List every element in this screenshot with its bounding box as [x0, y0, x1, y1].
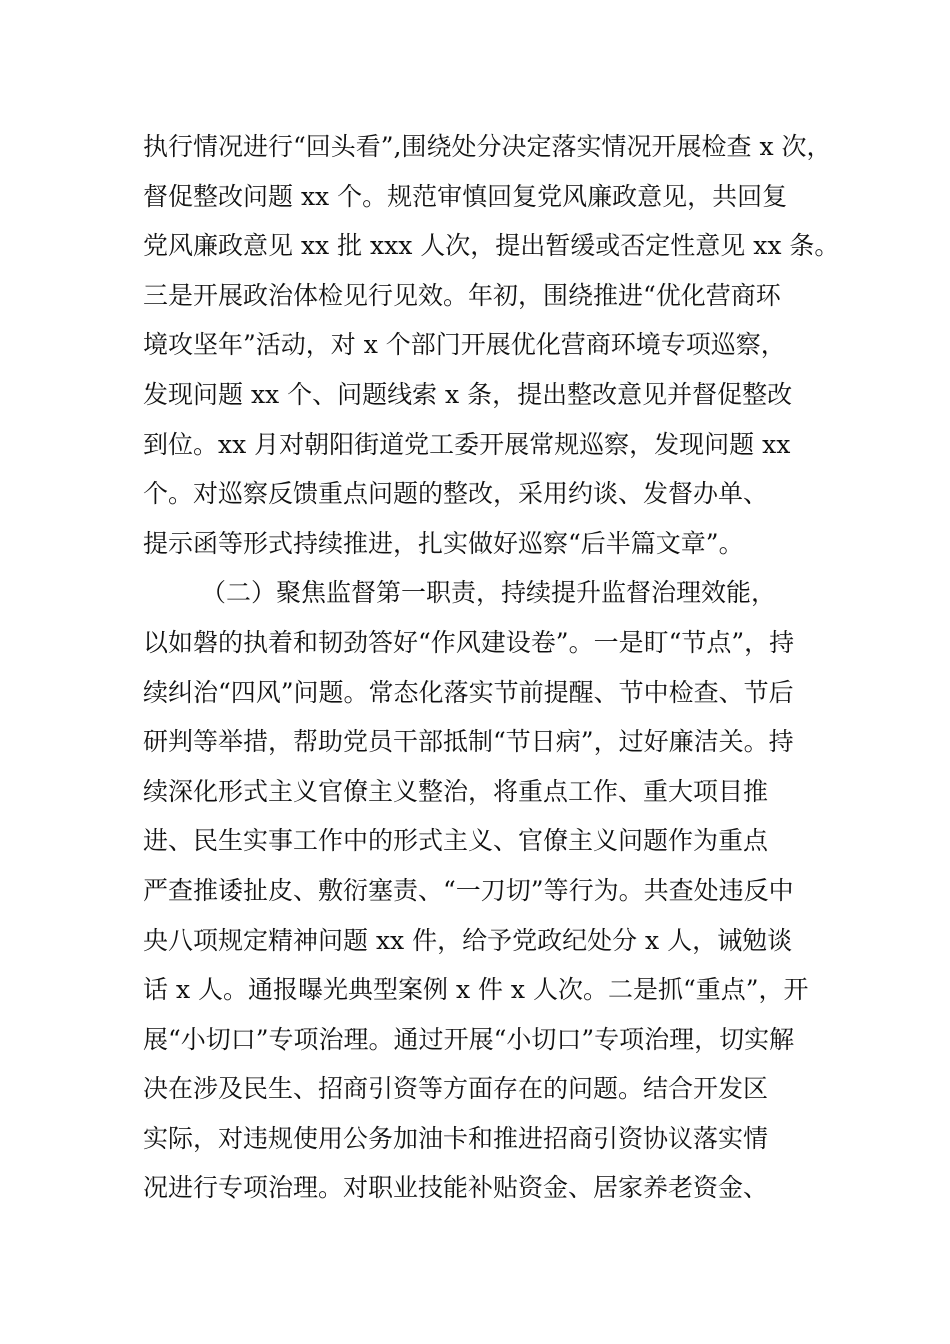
text-line: 展“小切口”专项治理。通过开展“小切口”专项治理，切实解 — [143, 1024, 795, 1054]
text-line: 执行情况进行“回头看”,围绕处分决定落实情况开展检查 x 次， — [143, 132, 832, 161]
paragraph-first-line: （二）聚焦监督第一职责，持续提升监督治理效能， — [201, 578, 777, 608]
text-line: 实际，对违规使用公务加油卡和推进招商引资协议落实情 — [143, 1123, 769, 1153]
text-line: 续纠治“四风”问题。常态化落实节前提醒、节中检查、节后 — [143, 677, 794, 707]
text-line: 进、民生实事工作中的形式主义、官僚主义问题作为重点 — [143, 826, 769, 856]
text-line: 党风廉政意见 xx 批 xxx 人次，提出暂缓或否定性意见 xx 条。 — [143, 231, 840, 261]
text-line: 提示函等形式持续推进，扎实做好巡察“后半篇文章”。 — [143, 528, 744, 558]
body-text — [143, 122, 840, 1213]
text-line: 以如磐的执着和韧劲答好“作风建设卷”。一是盯“节点”，持 — [143, 627, 795, 657]
text-line: 三是开展政治体检见行见效。年初，围绕推进“优化营商环 — [143, 280, 781, 310]
text-line: 境攻坚年”活动，对 x 个部门开展优化营商环境专项巡察， — [143, 330, 786, 360]
text-line: 续深化形式主义官僚主义整治，将重点工作、重大项目推 — [143, 776, 769, 806]
text-line: 发现问题 xx 个、问题线索 x 条，提出整改意见并督促整改 — [143, 379, 793, 409]
text-line: 到位。xx 月对朝阳街道党工委开展常规巡察，发现问题 xx — [143, 429, 791, 459]
text-line: 严查推诿扯皮、敷衍塞责、“一刀切”等行为。共查处违反中 — [143, 875, 794, 905]
text-line: 话 x 人。通报曝光典型案例 x 件 x 人次。二是抓“重点”，开 — [143, 975, 809, 1005]
text-line: 研判等举措，帮助党员干部抵制“节日病”，过好廉洁关。持 — [143, 727, 794, 757]
text-line: 央八项规定精神问题 xx 件，给予党政纪处分 x 人，诫勉谈 — [143, 925, 793, 955]
text-line: 督促整改问题 xx 个。规范审慎回复党风廉政意见，共回复 — [143, 181, 788, 211]
text-line: 决在涉及民生、招商引资等方面存在的问题。结合开发区 — [143, 1074, 769, 1104]
text-line: 况进行专项治理。对职业技能补贴资金、居家养老资金、 — [143, 1173, 769, 1203]
text-line: 个。对巡察反馈重点问题的整改，采用约谈、发督办单、 — [143, 479, 769, 509]
